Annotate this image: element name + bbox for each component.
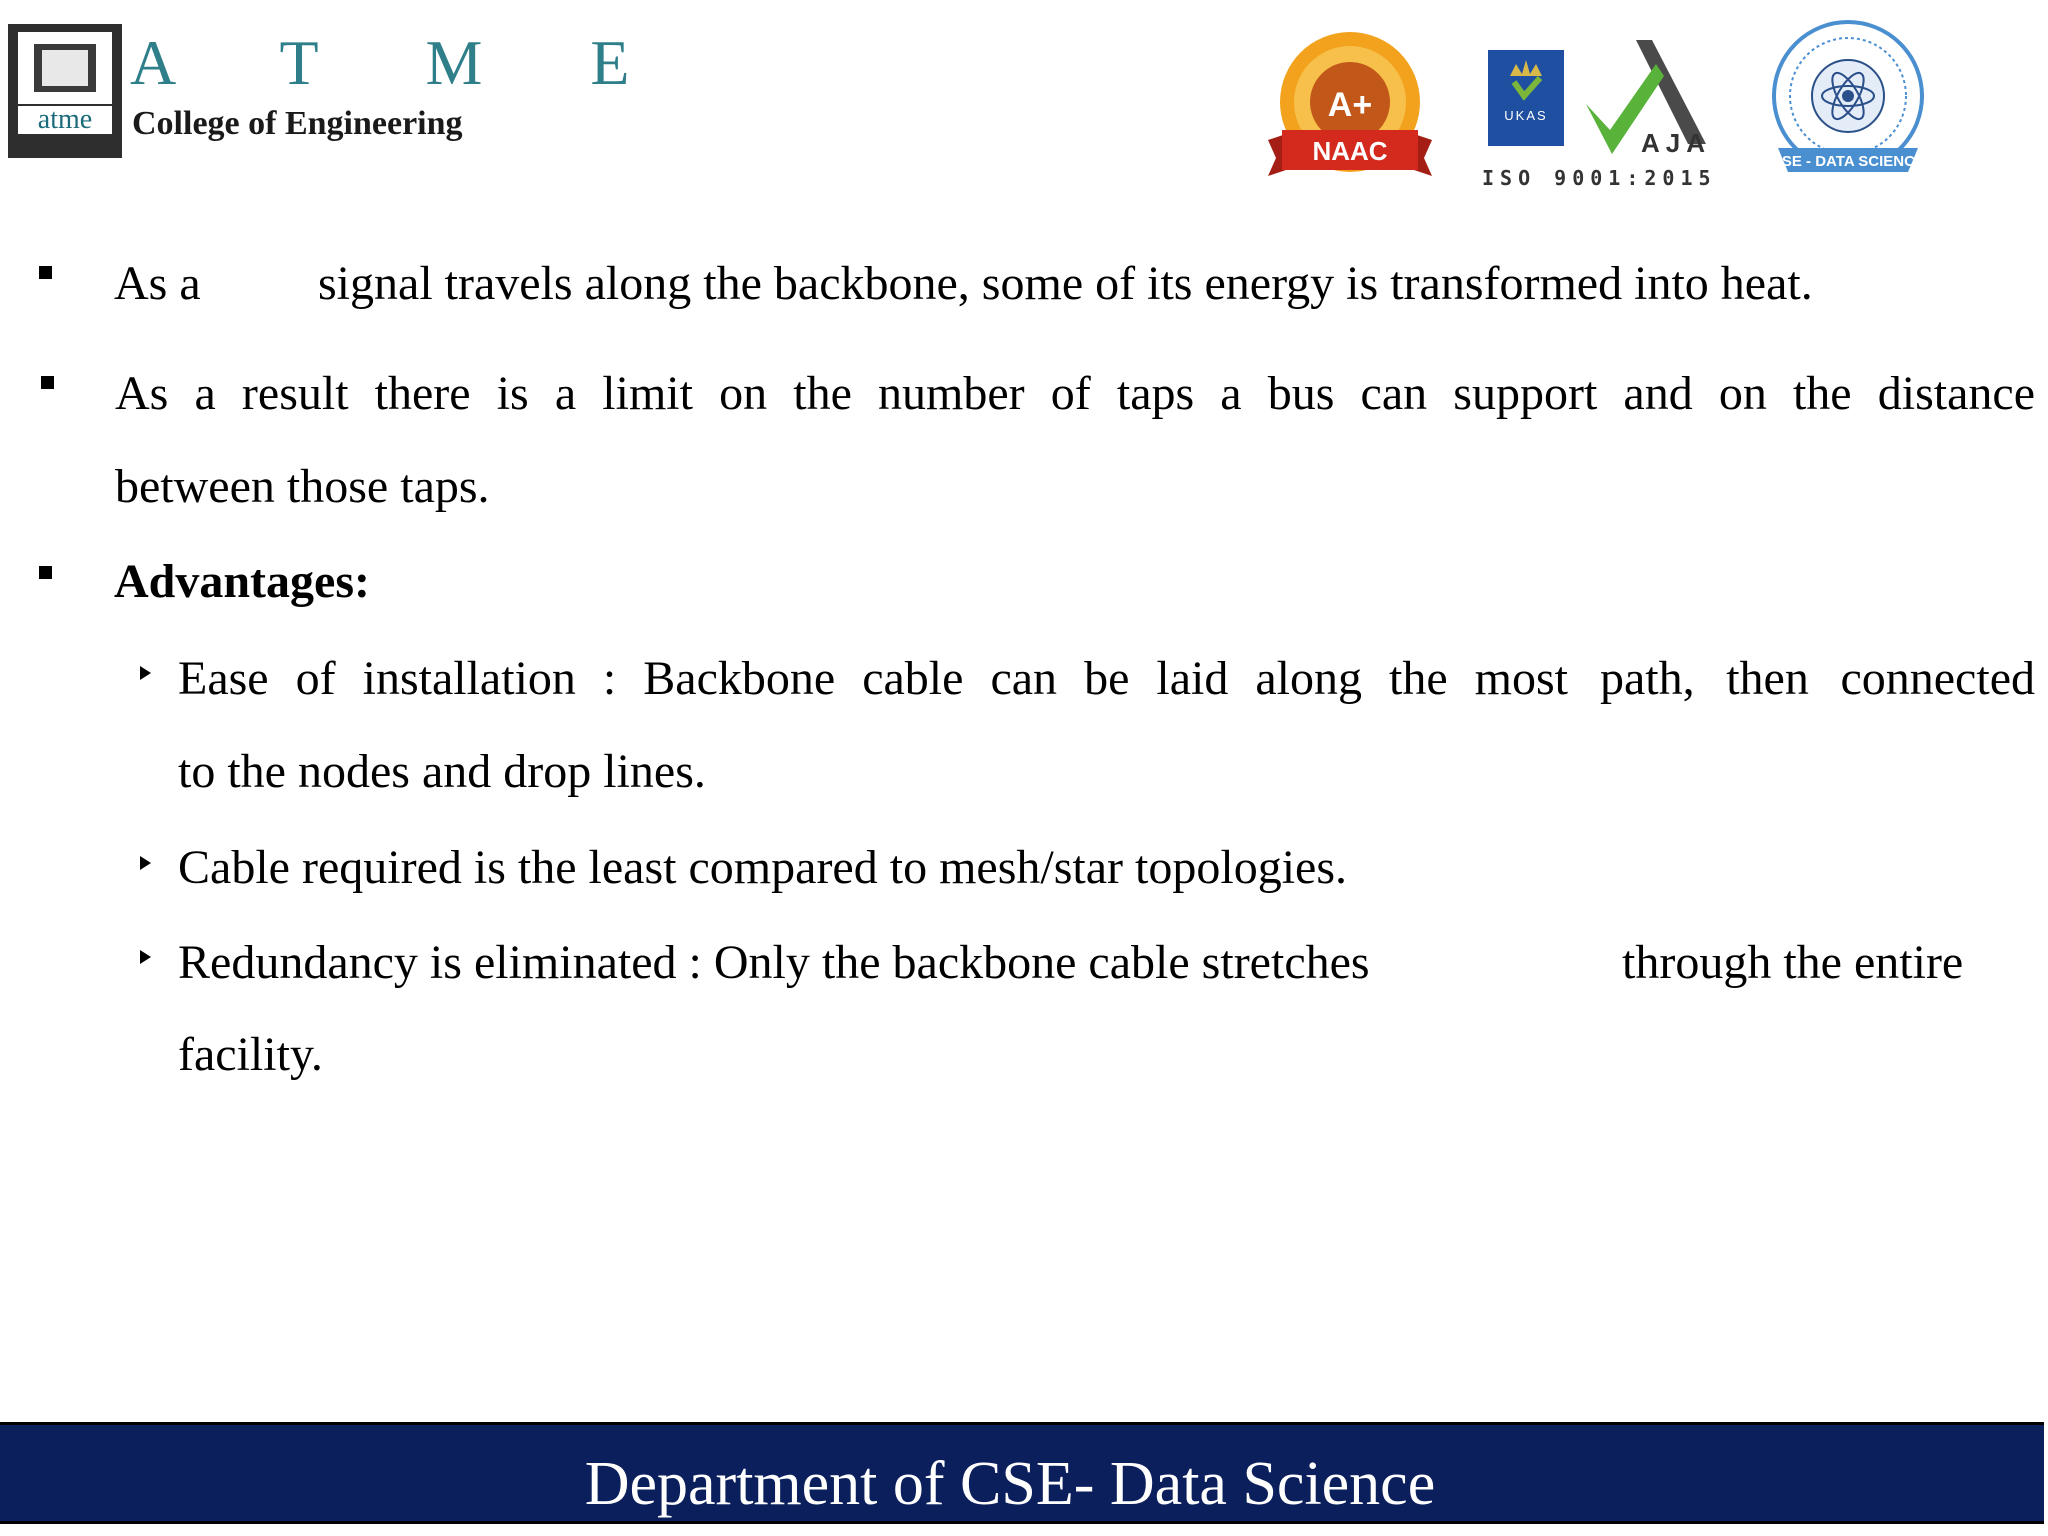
advantages-heading: Advantages: bbox=[114, 555, 371, 608]
sub-bullet-marker bbox=[140, 856, 151, 870]
sub-bullet-1-part-2: path, then connected bbox=[1600, 652, 2035, 705]
sub-bullet-marker bbox=[140, 950, 151, 964]
seal-label: CSE - DATA SCIENCE bbox=[1771, 153, 1925, 170]
bullet-2-line-2: between those taps. bbox=[115, 460, 490, 513]
cse-data-science-seal-icon bbox=[1758, 16, 1938, 192]
sub-bullet-1-line-2: to the nodes and drop lines. bbox=[178, 745, 706, 798]
ukas-label: UKAS bbox=[1504, 108, 1548, 123]
sub-bullet-3-part-1: Redundancy is eliminated : Only the backbone cable stretches bbox=[178, 936, 1370, 989]
aja-label: AJA bbox=[1640, 128, 1712, 158]
bullet-marker bbox=[39, 266, 52, 279]
college-logo-frame-core bbox=[42, 50, 88, 86]
naac-grade: A+ bbox=[1327, 86, 1373, 124]
sub-bullet-3-line-2: facility. bbox=[178, 1028, 323, 1081]
naac-badge-icon bbox=[1262, 30, 1438, 190]
bullet-marker bbox=[41, 376, 54, 389]
bullet-1-part-2: signal travels along the backbone, some of its energy is transformed into heat. bbox=[318, 257, 1813, 310]
bullet-1-part-1: As a bbox=[114, 257, 201, 310]
naac-label: NAAC bbox=[1312, 136, 1388, 166]
sub-bullet-marker bbox=[140, 666, 151, 680]
college-letters: A T M E bbox=[130, 27, 676, 98]
sub-bullet-3-part-2: through the entire bbox=[1622, 936, 1964, 989]
iso-label: ISO 9001:2015 bbox=[1482, 166, 1717, 190]
ukas-crown-icon bbox=[1504, 56, 1548, 104]
college-logo-text: atme bbox=[18, 106, 112, 134]
bullet-marker bbox=[39, 566, 52, 579]
sub-bullet-2-text: Cable required is the least compared to mesh/star topologies. bbox=[178, 841, 1348, 894]
aja-logo-icon bbox=[1576, 34, 1716, 164]
college-name: College of Engineering bbox=[132, 105, 463, 142]
sub-bullet-1-part-1: Ease of installation : Backbone cable can be laid along the most bbox=[178, 652, 1568, 705]
footer-department: Department of CSE- Data Science bbox=[584, 1450, 1436, 1518]
bullet-2-line-1: As a result there is a limit on the number of taps a bus can support and on the distance bbox=[115, 367, 2035, 420]
